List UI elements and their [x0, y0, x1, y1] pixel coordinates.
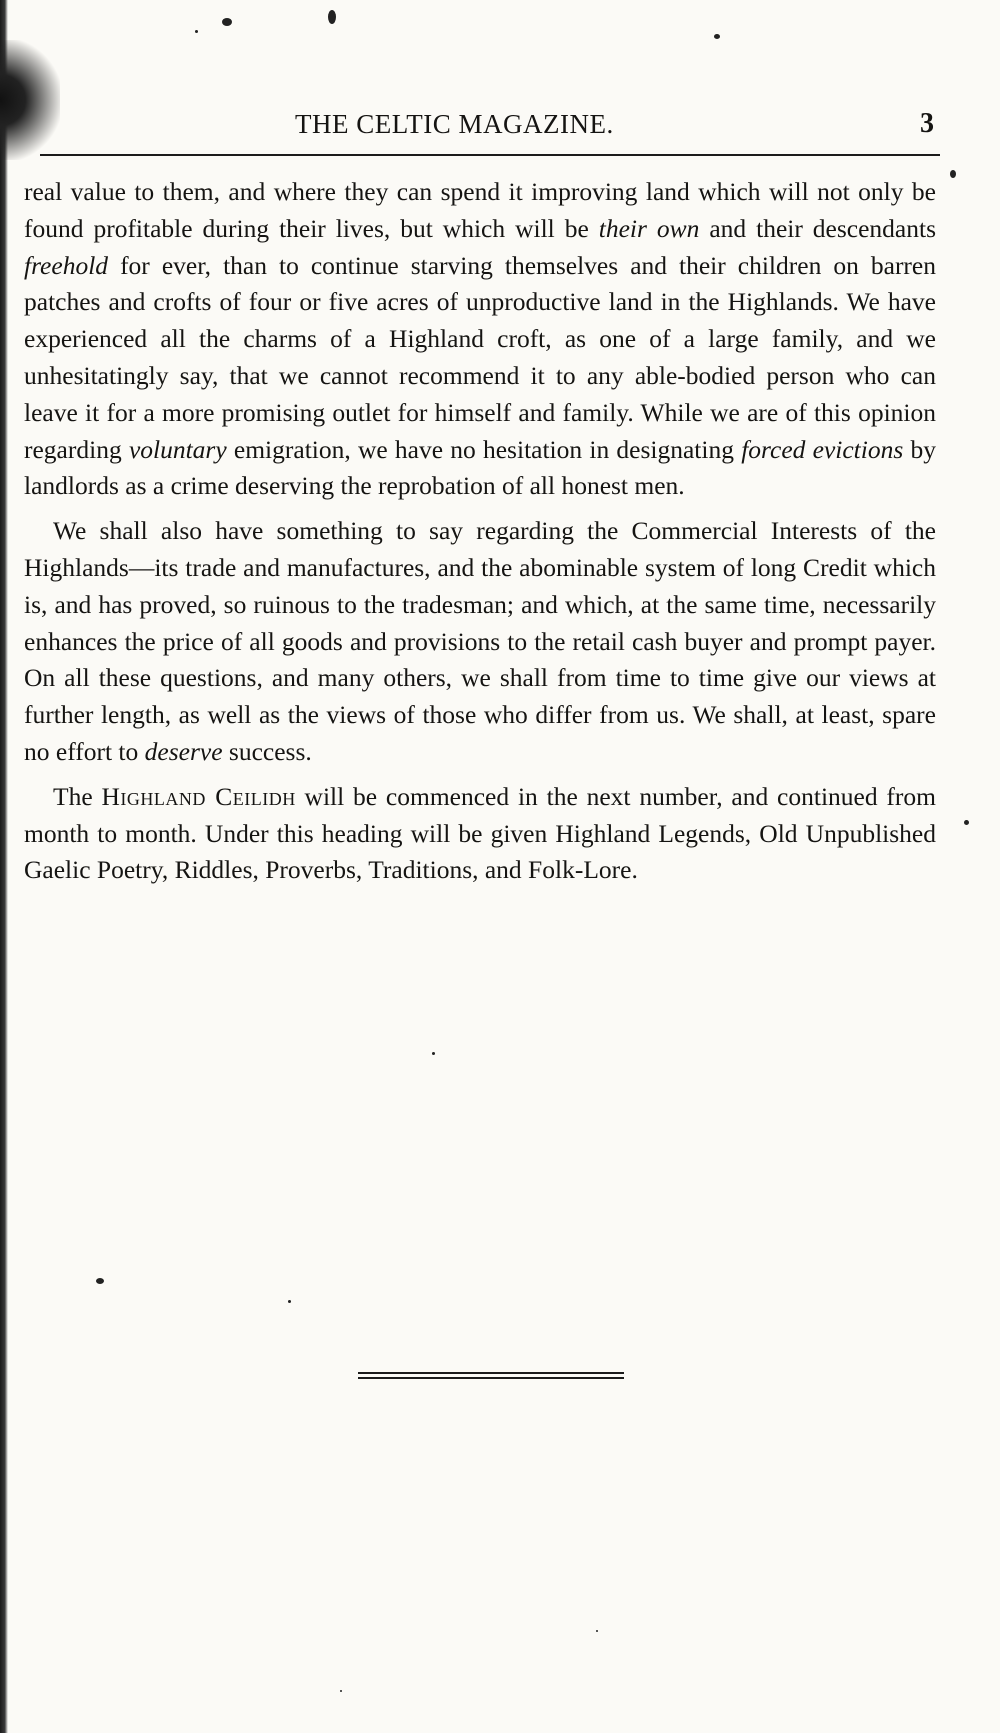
scan-speck: [950, 170, 956, 178]
smallcaps-run: Highland Ceilidh: [101, 781, 296, 811]
text-run: real value to them, and where they can spend it improving land which will not only be found profitable during their lives, but which will be: [24, 177, 936, 243]
scan-speck: [328, 10, 336, 24]
paragraph-commercial-interests: [24, 513, 936, 771]
page-number: 3: [920, 108, 934, 139]
scan-speck: [340, 1690, 342, 1692]
paragraph-highland-ceilidh: [24, 779, 936, 889]
italic-run: voluntary: [128, 434, 227, 464]
text-run: The: [53, 781, 102, 811]
scan-speck: [596, 1630, 598, 1632]
binding-shadow: [0, 0, 8, 1733]
text-run: will be commenced in the next number, and continued from month to month. Under this heading will be given Highland Legends, Old Unpublished Gaelic Poetry, Riddles, Proverbs, Traditions, and Folk-Lore.: [24, 781, 936, 885]
italic-run: forced evictions: [741, 434, 904, 464]
scan-speck: [222, 18, 232, 26]
paragraph-emigration: [24, 174, 936, 505]
italic-run: freehold: [24, 250, 109, 280]
page-header: [0, 104, 1000, 144]
article-body: [24, 174, 936, 889]
text-run: for ever, than to continue starving themselves and their children on barren patches and crofts of four or five acres of unproductive land in the Highlands. We have experienced all the charms of a Highland croft, as one of a large family, and we unhesitatingly say, that we cannot recommend it to any able-bodied person who can leave it for a more promising outlet for himself and family. While we are of this opinion regarding: [24, 250, 936, 464]
text-run: We shall also have something to say regarding the Commercial Interests of the Highlands—its trade and manufactures, and the abominable system of long Credit which is, and has proved, so ruinous to the tradesman; and which, at the same time, necessarily enhances the price of all goods and provisions to the retail cash buyer and prompt payer. On all these questions, and many others, we shall from time to time give our views at further length, as well as the views of those who differ from us. We shall, at least, spare no effort to: [24, 516, 936, 766]
end-rule: [358, 1377, 624, 1379]
scan-speck: [288, 1300, 291, 1303]
running-title: THE CELTIC MAGAZINE.: [295, 109, 614, 139]
text-run: emigration, we have no hesitation in designating: [226, 434, 742, 464]
text-run: by landlords as a crime deserving the reprobation of all honest men.: [24, 434, 937, 501]
scan-speck: [964, 820, 969, 825]
text-run: and their descendants: [699, 213, 937, 243]
italic-run: deserve: [144, 736, 223, 766]
end-rule: [358, 1372, 624, 1374]
scan-speck: [96, 1278, 104, 1284]
header-rule: [40, 154, 940, 156]
scan-speck: [714, 34, 720, 39]
scan-speck: [195, 30, 198, 33]
text-run: success.: [222, 736, 312, 766]
scan-speck: [432, 1052, 435, 1055]
italic-run: their own: [598, 213, 700, 243]
